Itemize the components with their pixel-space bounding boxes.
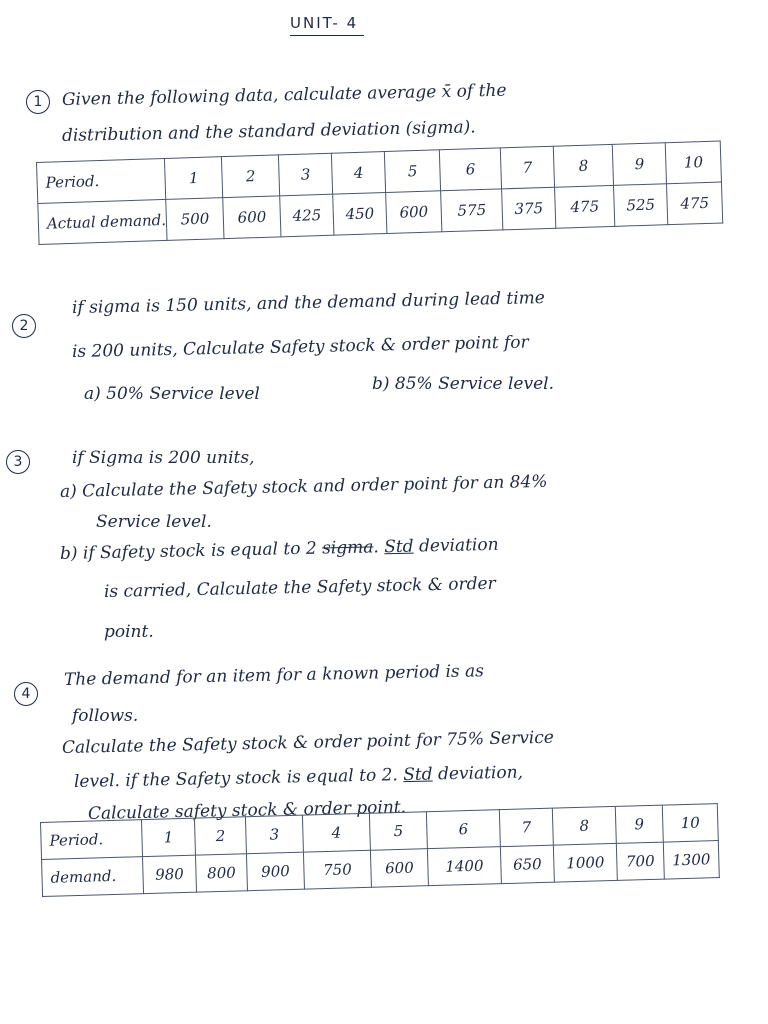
- q4-line-5: Calculate safety stock & order point.: [87, 797, 407, 824]
- table-cell: 475: [555, 185, 615, 228]
- question-2-number: 2: [12, 314, 36, 338]
- q4-line-3: Calculate the Safety stock & order point for 75% Service: [61, 727, 555, 758]
- table-cell: 2: [222, 155, 280, 198]
- q3-line-6: point.: [104, 622, 154, 642]
- table-cell: 8: [553, 144, 613, 187]
- table-cell: 3: [279, 153, 333, 196]
- table-cell: 9: [612, 143, 666, 186]
- table-cell: 375: [502, 187, 556, 230]
- table-cell: 425: [280, 194, 334, 237]
- q2-option-b: b) 85% Service level.: [372, 374, 554, 394]
- q3-line-4: b) if Safety stock is equal to 2 sigma. Std deviation: [59, 534, 499, 564]
- question-1-number: 1: [26, 90, 50, 114]
- q2-option-a: a) 50% Service level: [84, 384, 260, 404]
- q1-line-1: Given the following data, calculate average x̄ of the: [61, 80, 507, 110]
- question-4-number: 4: [14, 682, 38, 706]
- table-cell: 575: [441, 189, 503, 232]
- table-cell: 1400: [427, 847, 501, 886]
- table-cell: 6: [439, 148, 501, 191]
- row-label-demand: Actual demand.: [38, 199, 167, 244]
- q2-line-2: is 200 units, Calculate Safety stock & order point for: [71, 332, 529, 362]
- row-label-demand: demand.: [42, 857, 144, 897]
- q4-line-4-end: deviation,: [437, 762, 524, 785]
- table-cell: 450: [333, 193, 387, 236]
- table-cell: 9: [615, 805, 663, 843]
- table-cell: 600: [223, 196, 281, 239]
- q4-line-4-text: level. if the Safety stock is equal to 2.: [73, 765, 399, 792]
- table-cell: 650: [500, 845, 554, 883]
- table-cell: 980: [143, 855, 197, 893]
- table-cell: 1: [165, 157, 223, 200]
- table-cell: 1000: [553, 843, 617, 882]
- table-cell: 5: [384, 150, 440, 193]
- table-cell: 6: [426, 810, 500, 849]
- table-cell: 4: [302, 813, 370, 852]
- q3-std-abbrev: Std: [384, 536, 414, 558]
- question-3-number: 3: [6, 450, 30, 474]
- table-cell: 1: [141, 818, 195, 856]
- page-title: UNIT- 4: [290, 14, 359, 32]
- table-cell: 1300: [663, 841, 719, 880]
- table-cell: 750: [303, 850, 371, 889]
- table-cell: 10: [662, 804, 718, 843]
- q2-line-1: if sigma is 150 units, and the demand during lead time: [71, 288, 546, 318]
- q4-line-2: follows.: [72, 706, 139, 726]
- table-cell: 525: [614, 184, 668, 227]
- q4-std-abbrev: Std: [403, 764, 433, 786]
- q3-line-1: if Sigma is 200 units,: [72, 448, 255, 468]
- table-cell: 475: [667, 182, 723, 225]
- q3-line-5: is carried, Calculate the Safety stock & order: [103, 573, 496, 602]
- q3-line-4-end: deviation: [418, 534, 499, 557]
- table-cell: 700: [616, 842, 664, 880]
- q3-line-4-text: b) if Safety stock is equal to 2: [59, 538, 317, 564]
- table-cell: 7: [499, 808, 553, 846]
- q1-demand-table: [36, 140, 723, 244]
- q4-line-4: [73, 762, 524, 792]
- row-label-period: Period.: [41, 820, 143, 860]
- q1-line-2: distribution and the standard deviation (sigma).: [61, 117, 476, 146]
- q3-line-2: a) Calculate the Safety stock and order point for an 84%: [59, 471, 548, 502]
- table-cell: 800: [195, 854, 247, 892]
- table-cell: 10: [665, 141, 721, 184]
- table-cell: 900: [246, 852, 304, 891]
- table-cell: 5: [369, 812, 427, 851]
- table-cell: 500: [166, 198, 224, 241]
- table-cell: 7: [500, 146, 554, 189]
- table-cell: 600: [370, 849, 428, 888]
- table-cell: 8: [552, 806, 616, 845]
- table-cell: 2: [194, 817, 246, 855]
- q3-struck-word: sigma: [321, 537, 374, 559]
- row-label-period: Period.: [37, 158, 166, 203]
- table-cell: 3: [245, 815, 303, 854]
- q3-line-3: Service level.: [96, 512, 212, 532]
- table-cell: 600: [386, 191, 442, 234]
- q4-line-1: The demand for an item for a known period is as: [63, 661, 485, 690]
- table-cell: 4: [331, 152, 385, 195]
